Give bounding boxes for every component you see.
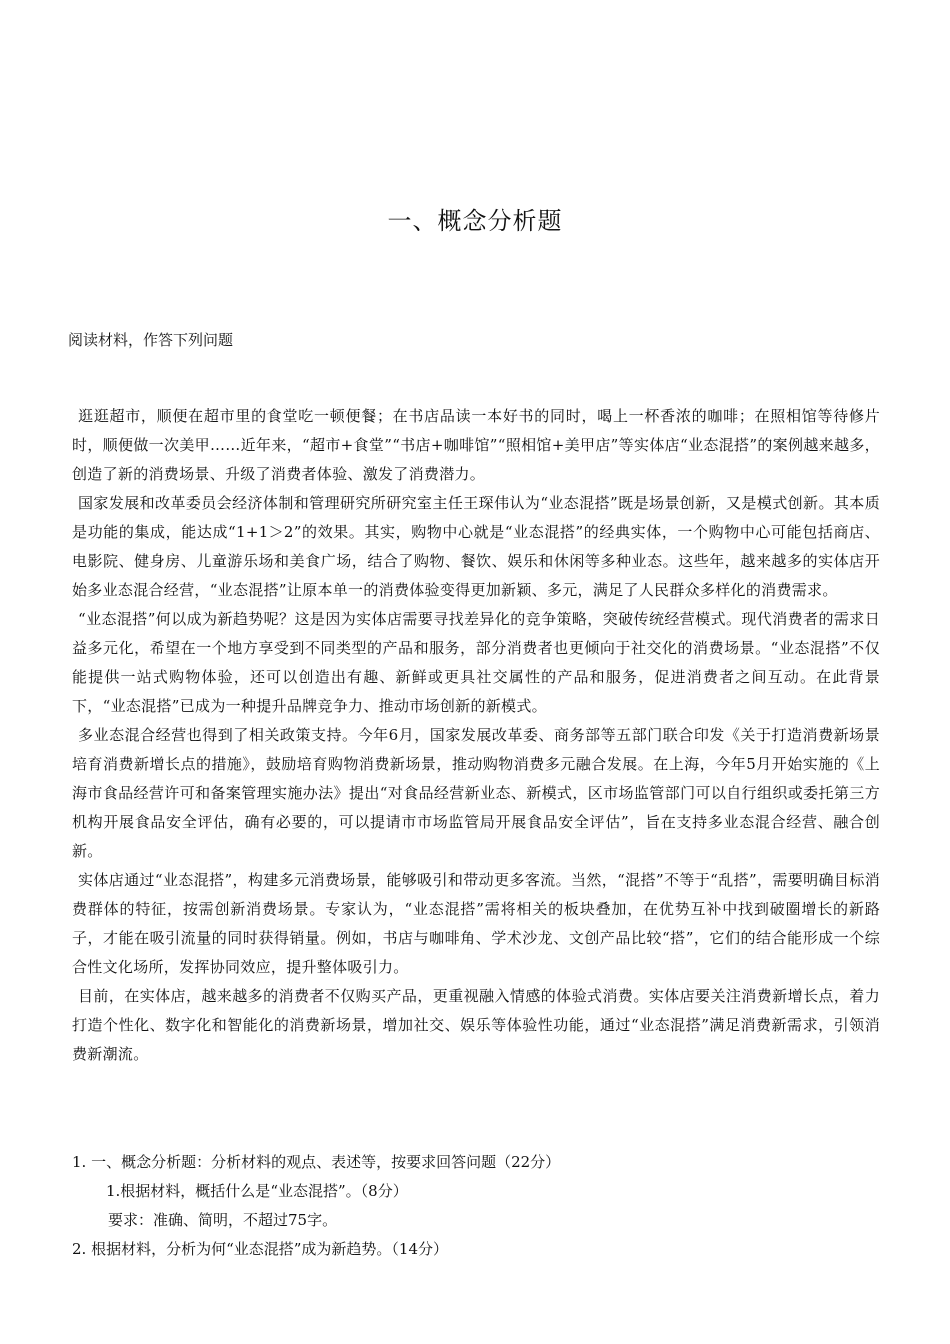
question-1-requirement: 要求：准确、简明，不超过75字。 <box>108 1211 338 1229</box>
question-2: 2. 根据材料，分析为何“业态混搭”成为新趋势。（14分） <box>72 1240 449 1258</box>
material-paragraph: 逛逛超市，顺便在超市里的食堂吃一顿便餐；在书店品读一本好书的同时，喝上一杯香浓的咖啡；在照相馆等待修片时，顺便做一次美甲……近年来，“超市+食堂”“书店+咖啡馆”“照相馆+美甲店”等实体店“业态混搭”的案例越来越多，创造了新的消费场景、升级了消费者体验、激发了消费潜力。 <box>72 407 880 483</box>
intro-instruction: 阅读材料，作答下列问题 <box>68 331 234 349</box>
reading-material <box>72 402 880 1069</box>
question-1: 1. 一、概念分析题：分析材料的观点、表述等，按要求回答问题（22分） <box>72 1153 561 1171</box>
page-title: 一、概念分析题 <box>387 207 563 235</box>
material-paragraph: 实体店通过“业态混搭”，构建多元消费场景，能够吸引和带动更多客流。当然，“混搭”不等于“乱搭”，需要明确目标消费群体的特征，按需创新消费场景。专家认为，“业态混搭”需将相关的板块叠加，在优势互补中找到破圈增长的新路子，才能在吸引流量的同时获得销量。例如，书店与咖啡角、学术沙龙、文创产品比较“搭”，它们的结合能形成一个综合性文化场所，发挥协同效应，提升整体吸引力。 <box>72 871 880 976</box>
material-paragraph: “业态混搭”何以成为新趋势呢？这是因为实体店需要寻找差异化的竞争策略，突破传统经营模式。现代消费者的需求日益多元化，希望在一个地方享受到不同类型的产品和服务，部分消费者也更倾向于社交化的消费场景。“业态混搭”不仅能提供一站式购物体验，还可以创造出有趣、新鲜或更具社交属性的产品和服务，促进消费者之间互动。在此背景下，“业态混搭”已成为一种提升品牌竞争力、推动市场创新的新模式。 <box>72 610 880 715</box>
material-paragraph: 目前，在实体店，越来越多的消费者不仅购买产品，更重视融入情感的体验式消费。实体店要关注消费新增长点，着力打造个性化、数字化和智能化的消费新场景，增加社交、娱乐等体验性功能，通过“业态混搭”满足消费新需求，引领消费新潮流。 <box>72 987 880 1063</box>
material-paragraph: 国家发展和改革委员会经济体制和管理研究所研究室主任王琛伟认为“业态混搭”既是场景创新，又是模式创新。其本质是功能的集成，能达成“1+1＞2”的效果。其实，购物中心就是“业态混搭”的经典实体，一个购物中心可能包括商店、电影院、健身房、儿童游乐场和美食广场，结合了购物、餐饮、娱乐和休闲等多种业态。这些年，越来越多的实体店开始多业态混合经营，“业态混搭”让原本单一的消费体验变得更加新颖、多元，满足了人民群众多样化的消费需求。 <box>72 494 880 599</box>
question-list <box>72 1148 880 1264</box>
material-paragraph: 多业态混合经营也得到了相关政策支持。今年6月，国家发展改革委、商务部等五部门联合印发《关于打造消费新场景培育消费新增长点的措施》，鼓励培育购物消费新场景，推动购物消费多元融合发展。在上海，今年5月开始实施的《上海市食品经营许可和备案管理实施办法》提出“对食品经营新业态、新模式，区市场监管部门可以自行组织或委托第三方机构开展食品安全评估，确有必要的，可以提请市市场监管局开展食品安全评估”，旨在支持多业态混合经营、融合创新。 <box>72 726 880 860</box>
question-1-sub: 1.根据材料，概括什么是“业态混搭”。（8分） <box>106 1182 408 1200</box>
